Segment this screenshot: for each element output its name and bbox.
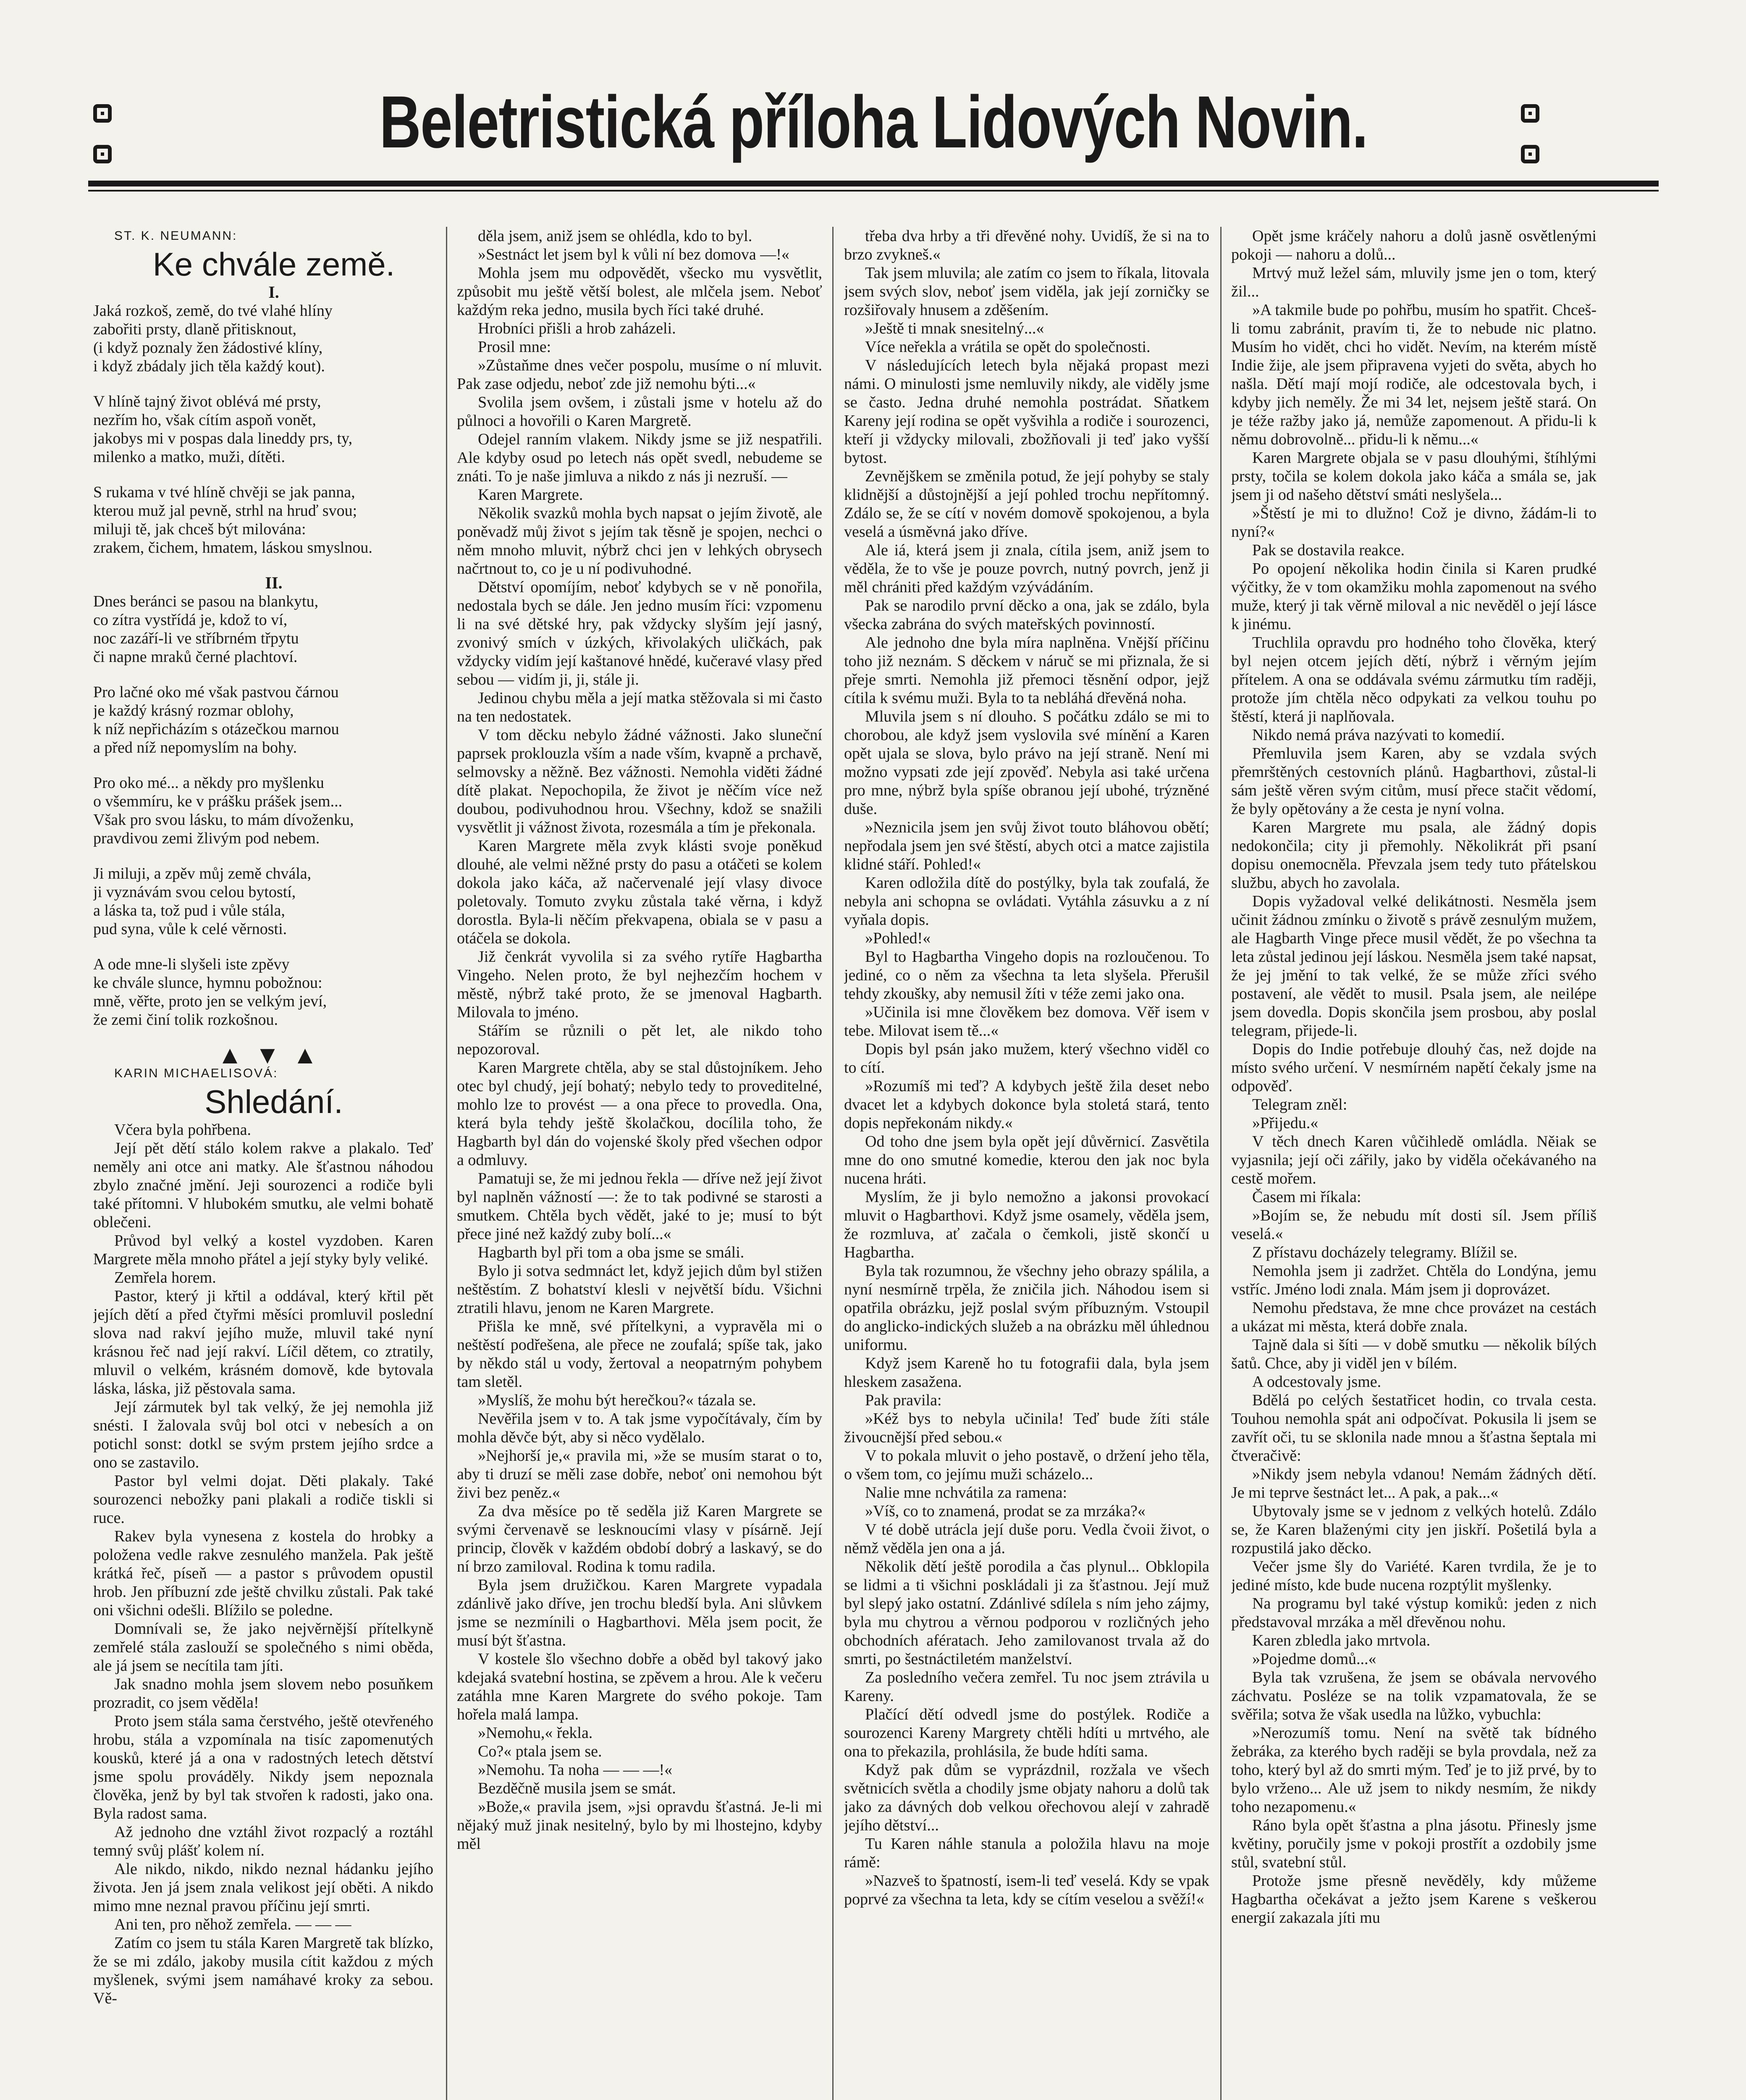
paragraph: Pak pravila: bbox=[865, 1391, 942, 1409]
paragraph: A odcestovaly jsme. bbox=[1252, 1373, 1382, 1391]
paragraph: V těch dnech Karen vůčihledě omládla. Něiak se vyjasnila; její oči zářily, jako by viděla očekávaného na cestě mořem. bbox=[1231, 1133, 1597, 1187]
paragraph: Pak se dostavila reakce. bbox=[1252, 541, 1405, 559]
paragraph: Včera byla pohřbena. bbox=[114, 1121, 252, 1139]
poem-line: i když zbádaly jich těla každý kout). bbox=[93, 357, 325, 375]
paragraph: Proto jsem stála sama čerstvého, ještě otevřeného hrobu, stála a vzpomínala na tisíc zapomenutých kousků, které já a ona v radostných letech dětství jsme spolu prováděly. Nikdy jsem nepoznala člověka, jenž by byl tak stvořen k radosti, jako ona. Byla radost sama. bbox=[93, 1712, 433, 1822]
paragraph: »Rozumíš mi teď? A kdybych ještě žila deset nebo dvacet let a kdybych dokonce byla stoletá stará, tento dopis nepřekonám nikdy.« bbox=[844, 1077, 1209, 1132]
paragraph: Na programu byl také výstup komiků: jeden z nich představoval mrzáka a měl dřevěnou nohu. bbox=[1231, 1595, 1597, 1631]
poem-line: miluji tě, jak chceš být milována: bbox=[93, 520, 306, 538]
paragraph: Jak snadno mohla jsem slovem nebo posuňkem prozradit, co jsem věděla! bbox=[93, 1675, 433, 1712]
poem-line: k níž nepřicházím s otázečkou marnou bbox=[93, 720, 339, 738]
paragraph: »Bože,« pravila jsem, »jsi opravdu šťastná. Je-li mi nějaký muž jinak nesitelný, bylo by mi lhostejno, kdyby měl bbox=[457, 1798, 822, 1853]
paragraph: Nalie mne nchvátila za ramena: bbox=[865, 1484, 1067, 1502]
paragraph: »Pohled!« bbox=[865, 929, 931, 947]
paragraph: Bdělá po celých šestatřicet hodin, co trvala cesta. Touhou nemohla spát ani odpočívat. Pokusila li jsem se zavřít oči, tu se sklonila nade mnou a šťastna šeptala mi čtveračivě: bbox=[1231, 1391, 1597, 1465]
poem-stanza bbox=[93, 392, 433, 466]
paragraph: Za posledního večera zemřel. Tu noc jsem ztrávila u Kareny. bbox=[844, 1669, 1209, 1705]
poem-author: ST. K. NEUMANN: bbox=[114, 229, 238, 243]
separator-ornament: ▲▼▲ bbox=[217, 1041, 330, 1069]
poem-stanza bbox=[93, 864, 433, 938]
story-text bbox=[844, 227, 1209, 1908]
paragraph: Svolila jsem ovšem, i zůstali jsme v hotelu až do půlnoci a hovořili o Karen Margretě. bbox=[457, 394, 822, 430]
paragraph: Opět jsme kráčely nahoru a dolů jasně osvětlenými pokoji — nahoru a dolů... bbox=[1231, 227, 1597, 263]
poem-line: zabořiti prsty, dlaně přitisknout, bbox=[93, 320, 297, 338]
poem-line: že zemi činí tolik rozkošnou. bbox=[93, 1011, 278, 1029]
column-divider bbox=[1220, 227, 1222, 2100]
paragraph: Hrobníci přišli a hrob zaházeli. bbox=[478, 320, 676, 337]
paragraph: Zemřela horem. bbox=[114, 1269, 216, 1286]
paragraph: Až jednoho dne vztáhl život rozpaclý a roztáhl temný svůj plášť kolem ní. bbox=[93, 1823, 433, 1859]
poem-line: a před níž nepomyslím na bohy. bbox=[93, 739, 297, 756]
paragraph: Když pak dům se vyprázdnil, rozžala ve všech světnicích světla a chodily jsme objaty nahoru a dolů tak jako za dávných dob velkou ořechovou alejí v zahradě jejího dětství... bbox=[844, 1761, 1209, 1834]
paragraph: Její zármutek byl tak velký, že jej nemohla již snésti. I žalovala svůj bol otci v nebesích a on potichl sonst: dotkl se svým prstem jejího srdce a ono se zastavilo. bbox=[93, 1398, 433, 1471]
paragraph: »A takmile bude po pohřbu, musím ho spatřit. Chceš-li tomu zabránit, pravím ti, že to nebude nic platno. Musím ho vidět, chci ho vidět. Nevím, na kterém místě Indie žije, ale jsem připravena vyjeti do světa, abych ho našla. Dětí mají mojí rodiče, ale odcestovala bych, i kdyby jich neměly. Že mi 34 let, nejsem ještě stará. On je téže ražby jako já, nemůže zapomenout. A přidu-li k němu dobrovolně... přidu-li k němu...« bbox=[1231, 301, 1597, 448]
paragraph: V to pokala mluvit o jeho postavě, o držení jeho těla, o všem tom, co jejímu muži scházelo... bbox=[844, 1447, 1209, 1483]
poem-line: o všemmíru, ke v prášku prášek jsem... bbox=[93, 793, 343, 810]
poem-line: Pro lačné oko mé však pastvou čárnou bbox=[93, 683, 339, 701]
paragraph: »Zůstaňme dnes večer pospolu, musíme o ní mluvit. Pak zase odjedu, neboť zde již nemohu býti...« bbox=[457, 357, 822, 393]
paragraph: Karen zbledla jako mrtvola. bbox=[1252, 1632, 1431, 1649]
paragraph: V následujících letech byla nějaká propast mezi námi. O minulosti jsme nemluvily nikdy, ale viděly jsme se často. Jedna druhé nemohla postrádat. Sňatkem Kareny její rodina se opět vyšvihla a rodiče i sourozenci, kteří ji vždycky milovali, zbožňovali ji teď jako vyšší bytost. bbox=[844, 357, 1209, 467]
poem-stanza bbox=[93, 302, 433, 375]
paragraph: »Bojím se, že nebudu mít dosti síl. Jsem příliš veselá.« bbox=[1231, 1207, 1597, 1243]
paragraph: Tajně dala si šíti — v době smutku — několik bílých šatů. Chce, aby ji viděl jen v bílém. bbox=[1231, 1336, 1597, 1372]
paragraph: Ubytovaly jsme se v jednom z velkých hotelů. Zdálo se, že Karen blaženými city jen jiskří. Pošetilá byla a rozpustilá jako děcko. bbox=[1231, 1502, 1597, 1557]
poem-line: je každý krásný rozmar oblohy, bbox=[93, 702, 294, 719]
poem-stanza bbox=[93, 774, 433, 848]
paragraph: »Nemohu,« řekla. bbox=[478, 1724, 593, 1742]
paragraph: Přišla ke mně, své přítelkyni, a vypravěla mi o neštěstí podřešena, ale přece ne zoufalá; spíše tak, jako by někdo stál u vody, žertoval a neopatrným pohybem tam sletěl. bbox=[457, 1318, 822, 1391]
paragraph: Bylo ji sotva sedmnáct let, když jejich dům byl stižen neštěstím. Z bohatství klesli v největší bídu. Všichni ztratili hlavu, jenom ne Karen Margrete. bbox=[457, 1262, 822, 1317]
story-author: KARIN MICHAELISOVÁ: bbox=[114, 1066, 278, 1080]
paragraph: Plačící dětí odvedl jsme do postýlek. Rodiče a sourozenci Kareny Margrety chtěli hdíti u mrtvého, ale ona to překazila, prohlásila, že bude hdíti sama. bbox=[844, 1706, 1209, 1760]
poem-line: A ode mne-li slyšeli iste zpěvy bbox=[93, 956, 290, 973]
paragraph: Již čenkrát vyvolila si za svého rytíře Hagbartha Vingeho. Nelen proto, že byl nejhezčím hochem v městě, nýbrž také proto, že se jmenoval Hagbarth. Milovala to jméno. bbox=[457, 948, 822, 1021]
paragraph: Po opojení několika hodin činila si Karen prudké výčitky, že v tom okamžiku mohla zapomenout na svého muže, který ji tak věrně miloval a nic nevěděl o její lásce k jinému. bbox=[1231, 560, 1597, 633]
paragraph: »Nemohu. Ta noha — — —!« bbox=[478, 1761, 673, 1779]
poem-stanza bbox=[93, 683, 433, 757]
paragraph: Zatím co jsem tu stála Karen Margretě tak blízko, že se mi zdálo, jakoby musila cítit každou z mých myšlenek, svými jsem namáhavé kroky za sebou. Vě- bbox=[93, 1934, 433, 2007]
poem-line: V hlíně tajný život oblévá mé prsty, bbox=[93, 393, 321, 410]
paragraph: Více neřekla a vrátila se opět do společnosti. bbox=[865, 338, 1151, 356]
paragraph: Několik dětí ještě porodila a čas plynul... Obklopila se lidmi a ti všichni poskládali ji za šťastnou. Její muž byl slepý jako ostatní. Zdánlivé sdílela s ním jeho zájmy, byla mu chytrou a věrnou podporou v rozličných jeho obchodních afératach. Jeho zamilovanost trvala až do smrti, po šestnáctiletém manželství. bbox=[844, 1558, 1209, 1668]
poem-line: ji vyznávám svou celou bytostí, bbox=[93, 883, 296, 901]
paragraph: Dětství opomíjím, neboť kdybych se v ně ponořila, nedostala bych se dále. Jen jedno musím říci: vzpomenu li na své dětské hry, pak vždycky slyším její jasný, zvonivý smích v úzkých, křivolakých uličkách, pak vždycky vidím její kaštanové hnědé, kučeravé vlasy před sebou — vidím ji, ji, stále ji. bbox=[457, 578, 822, 688]
paragraph: Hagbarth byl při tom a oba jsme se smáli. bbox=[478, 1244, 745, 1261]
poem-line: noc zazáří-li ve stříbrném třpytu bbox=[93, 630, 299, 647]
poem-part-1 bbox=[93, 302, 433, 557]
poem-stanza bbox=[93, 592, 433, 666]
paragraph: »Sestnáct let jsem byl k vůli ní bez domova —!« bbox=[478, 246, 789, 263]
paragraph: Byl to Hagbartha Vingeho dopis na rozloučenou. To jediné, co o něm za všechna ta leta slyšela. Přerušil tehdy zkoušky, aby nemusil žíti v téže zemi jako ona. bbox=[844, 948, 1209, 1003]
paragraph: Karen Margrete. bbox=[478, 486, 583, 504]
column-divider bbox=[446, 227, 447, 2100]
paragraph: V té době utrácla její duše poru. Vedla čvoii život, o němž věděla jen ona a já. bbox=[844, 1521, 1209, 1557]
paragraph: třeba dva hrby a tři dřevěné nohy. Uvidíš, že si na to brzo zvykneš.« bbox=[844, 227, 1209, 263]
poem-line: či napne mraků černé plachtoví. bbox=[93, 648, 298, 666]
poem-line: zrakem, čichem, hmatem, láskou smyslnou. bbox=[93, 539, 372, 556]
poem-line: kterou muž jal pevně, strhl na hruď svou; bbox=[93, 502, 357, 520]
paragraph: V tom děcku nebylo žádné vážnosti. Jako sluneční paprsek proklouzla vším a nade vším, kvapně a prchavě, selmovsky a něžně. Bez vážnosti. Nemohla viděti žádné dítě plakat. Nepochopila, že život je něčím více než doubou, podivuhodnou hrou. Všechny, kdož se snažili vysvětlit ji vážnost života, rozesmála a tím je překonala. bbox=[457, 726, 822, 836]
paragraph: Karen Margrete objala se v pasu dlouhými, štíhlými prsty, točila se kolem dokola jako káča a smála se, jak jsem ji od našeho dětství smáti neslyšela... bbox=[1231, 449, 1597, 504]
paragraph: Byla jsem družičkou. Karen Margrete vypadala zdánlivě jako dříve, jen trochu bledší byla. Ani slůvkem jsme se nezmínili o Hagbarthovi. Měla jsem pocit, že musí být šťastna. bbox=[457, 1576, 822, 1649]
section-number: II. bbox=[265, 573, 283, 592]
paragraph: Nemohu představa, že mne chce provázet na cestách a ukázat mi města, která dobře znala. bbox=[1231, 1299, 1597, 1335]
paragraph: Byla tak vzrušena, že jsem se obávala nervového záchvatu. Posléze se na tolik vzpamatovala, že se svěřila; sotva že však usedla na lůžko, vybuchla: bbox=[1231, 1669, 1597, 1723]
paragraph: Časem mi říkala: bbox=[1252, 1188, 1361, 1206]
masthead-rule bbox=[88, 181, 1659, 186]
poem-line: jakobys mi v pospas dala lineddy prs, ty, bbox=[93, 430, 353, 447]
poem-line: Dnes beránci se pasou na blankytu, bbox=[93, 593, 319, 610]
poem-stanza bbox=[93, 955, 433, 1029]
paragraph: »Nazveš to špatností, isem-li teď veselá. Kdy se vpak poprvé za všechna ta leta, kdy se cítím veselou a svěží!« bbox=[844, 1872, 1209, 1908]
poem-stanza bbox=[93, 483, 433, 557]
column-3 bbox=[844, 227, 1209, 2100]
paragraph: »Nerozumíš tomu. Není na světě tak bídného žebráka, za kterého bych raději se byla provdala, než za toho, který byl až do smrti mým. Teď je to již prvé, by to bylo vrženo... Ale už jsem to nikdy nesmím, že nikdy toho nezapomenu.« bbox=[1231, 1724, 1597, 1816]
poem-line: ke chvále slunce, hymnu pobožnou: bbox=[93, 974, 322, 992]
paragraph: Ale iá, která jsem ji znala, cítila jsem, aniž jsem to věděla, že to vše je pouze povrch, nutný povrch, jenž ji měl chrániti před každým vzývádáním. bbox=[844, 541, 1209, 596]
paragraph: »Pojedme domů...« bbox=[1252, 1650, 1376, 1668]
paragraph: Pamatuji se, že mi jednou řekla — dříve než její život byl naplněn vážností —: že to tak podivné se starosti a smutkem. Chtěla bych vědět, jaké to je; musí to být přece jiné než každý zuby bolí...« bbox=[457, 1170, 822, 1243]
paragraph: Stářím se různili o pět let, ale nikdo toho nepozoroval. bbox=[457, 1022, 822, 1058]
poem-title: Ke chvále země. bbox=[152, 246, 395, 283]
newspaper-title: Beletristická příloha Lidových Novin. bbox=[379, 81, 1368, 163]
paragraph: »Přijedu.« bbox=[1252, 1114, 1319, 1132]
paragraph: Byla tak rozumnou, že všechny jeho obrazy spálila, a nyní nesmírně trpěla, že zničila jich. Náhodou isem si opatřila obrázku, jejž poslal svým příbuzným. Vstoupil do anglicko-indických služeb a na obrázku měl úhlednou uniformu. bbox=[844, 1262, 1209, 1354]
paragraph: Dopis byl psán jako mužem, který všechno viděl co to cítí. bbox=[844, 1040, 1209, 1076]
paragraph: Myslím, že ji bylo nemožno a jakonsi provokací mluvit o Hagbarthovi. Když jsme osamely, věděla jsem, že rozmluva, ať začala o čemkoli, jistě skončí u Hagbartha. bbox=[844, 1188, 1209, 1261]
paragraph: Tu Karen náhle stanula a položila hlavu na moje rámě: bbox=[844, 1835, 1209, 1871]
paragraph: Co?« ptala jsem se. bbox=[478, 1743, 602, 1760]
masthead-rule-thin bbox=[88, 190, 1659, 192]
paragraph: Zevnějškem se změnila potud, že její pohyby se staly klidnější a důstojnější a její pohled trochu nepřítomný. Zdálo se, že se cítí v novém domově spokojenou, a byla veselá a úsměvná jako dříve. bbox=[844, 467, 1209, 541]
paragraph: »Víš, co to znamená, prodat se za mrzáka?« bbox=[865, 1502, 1146, 1520]
paragraph: Nevěřila jsem v to. A tak jsme vypočítávaly, čím by mohla děvče být, aby si něco vydělalo. bbox=[457, 1410, 822, 1446]
poem-line: Ji miluji, a zpěv můj země chvála, bbox=[93, 865, 312, 882]
paragraph: Pastor, který ji křtil a oddával, který křtil pět jejích dětí a před čtyřmi měsíci promluvil poslední slova nad rakví jejího muže, mluvil také nyní krásnou řeč nad její rakví. Líčil dětem, co ztratily, mluvil o velkém, krásném domově, kde bytovala láska, láska, již pěstovala sama. bbox=[93, 1287, 433, 1397]
section-number: I. bbox=[268, 283, 279, 302]
paragraph: Ráno byla opět šťastna a plna jásotu. Přinesly jsme květiny, poručily jsme v pokoji prostřít a ozdobily jsme stůl, svatební stůl. bbox=[1231, 1816, 1597, 1871]
paragraph: Několik svazků mohla bych napsat o jejím životě, ale poněvadž můj život s jejím tak těsně je spojen, nechci o něm mnoho mluvit, nýbrž chci jen v lehkých obrysech načrtnout to, co je u ní podivuhodné. bbox=[457, 504, 822, 578]
paragraph: Ale jednoho dne byla míra naplněna. Vnější příčinu toho již neznám. S děckem v náruč se mi přiznala, že si přeje smrti. Nemohla již přemoci těsnění odpor, jejž cítila k svému muži. Byla to ta nebláhá dřevěná noha. bbox=[844, 634, 1209, 707]
paragraph: Ani ten, pro něhož zemřela. — — — bbox=[114, 1916, 351, 1933]
poem-line: nezřím ho, však cítím aspoň vonět, bbox=[93, 411, 316, 429]
poem-line: Pro oko mé... a někdy pro myšlenku bbox=[93, 774, 324, 792]
paragraph: Rakev byla vynesena z kostela do hrobky a položena vedle rakve zesnulého manžela. Pak ještě krátká řeč, píseň — a pastor s průvodem opustil hrob. Jen příbuzní zde ještě chvilku zůstali. Pak také oni všichni odešli. Blížilo se poledne. bbox=[93, 1528, 433, 1619]
masthead bbox=[88, 80, 1659, 189]
paragraph: Protože jsme přesně nevěděly, kdy můžeme Hagbartha očekávat a ježto jsem Karene s veškerou energií zakazala jíti mu bbox=[1231, 1872, 1597, 1927]
paragraph: Telegram zněl: bbox=[1252, 1096, 1348, 1113]
poem-line: mně, věřte, proto jen se velkým jeví, bbox=[93, 992, 327, 1010]
paragraph: Karen odložila dítě do postýlky, byla tak zoufalá, že nebyla ani schopna se ovládati. Vytáhla zásuvku a z ní vyňala dopis. bbox=[844, 874, 1209, 929]
paragraph: »Neznicila jsem jen svůj život touto bláhovou obětí; nepřodala jsem jen své štěstí, abych otci a matce zajistila klidné stáří. Pohled!« bbox=[844, 819, 1209, 873]
paragraph: »Myslíš, že mohu být herečkou?« tázala se. bbox=[478, 1391, 756, 1409]
paragraph: »Ještě ti mnak snesitelný...« bbox=[865, 320, 1044, 337]
poem-part-2 bbox=[93, 592, 433, 1029]
paragraph: Prosil mne: bbox=[478, 338, 551, 356]
paragraph: Dopis vyžadoval velké delikátnosti. Nesměla jsem učinit žádnou zmínku o životě s právě zesnulým mužem, ale Hagbarth Vinge přece musil vědět, že po všechna ta leta zůstal jedinou její láskou. Nesměla jsem také napsat, že jej jmění to tak velké, že se může zříci svého postavení, ale vědět to musil. Psala jsem, ale neilépe jsem dovedla. Dopis skončila jsem prosbou, aby poslal telegram, přijede-li. bbox=[1231, 892, 1597, 1040]
column-2 bbox=[457, 227, 822, 2100]
poem-line: co zítra vystřídá je, kdož to ví, bbox=[93, 611, 288, 629]
paragraph: »Učinila isi mne člověkem bez domova. Věř isem v tebe. Milovat isem tě...« bbox=[844, 1003, 1209, 1040]
paragraph: »Nejhorší je,« pravila mi, »že se musím starat o to, aby ti druzí se měli zase dobře, neboť oni nemohou být živi bez peněz.« bbox=[457, 1447, 822, 1502]
paragraph: V kostele šlo všechno dobře a oběd byl takový jako kdejaká svatební hostina, se zpěvem a hrou. Ale k večeru zatáhla mne Karen Margrete do svého pokoje. Tam hořela malá lampa. bbox=[457, 1650, 822, 1723]
story-text bbox=[457, 227, 822, 1853]
poem-line: pravdivou zemi žlivým pod nebem. bbox=[93, 830, 320, 847]
paragraph: Večer jsme šly do Variété. Karen tvrdila, že je to jediné místo, kde bude nucena rozptýlit myšlenky. bbox=[1231, 1558, 1597, 1594]
poem-line: milenko a matko, muži, dítěti. bbox=[93, 448, 285, 466]
paragraph: Mluvila jsem s ní dlouho. S počátku zdálo se mi to chorobou, ale když jsem vyslovila své mínění a Karen opět ujala se slova, bylo právo na její straně. Není mi možno vypsati zde její zpověď. Nebyla asi také určena pro mne, nýbrž byla spíše obranou její ubohé, trýzněné duše. bbox=[844, 708, 1209, 818]
story-title: Shledání. bbox=[204, 1083, 343, 1120]
story-text bbox=[93, 1121, 433, 2008]
paragraph: Jedinou chybu měla a její matka stěžovala si mi často na ten nedostatek. bbox=[457, 689, 822, 725]
paragraph: Nikdo nemá práva nazývati to komedií. bbox=[1252, 726, 1505, 744]
paragraph: Odejel ranním vlakem. Nikdy jsme se již nespatřili. Ale kdyby osud po letech nás opět svedl, nebudeme se znáti. To je naše jimluva a nikdo z nás ji nezruší. — bbox=[457, 430, 822, 485]
paragraph: Z přístavu docházely telegramy. Blížil se. bbox=[1252, 1244, 1518, 1261]
paragraph: Průvod byl velký a kostel vyzdoben. Karen Margrete měla mnoho přátel a její styky byly veliké. bbox=[93, 1232, 433, 1268]
paragraph: Pak se narodilo první děcko a ona, jak se zdálo, byla všecka zabrána do svých mateřských povinností. bbox=[844, 597, 1209, 633]
column-1 bbox=[93, 227, 433, 2100]
paragraph: Když jsem Kareně ho tu fotografii dala, byla jsem hleskem zasažena. bbox=[844, 1354, 1209, 1391]
paragraph: Pastor byl velmi dojat. Děti plakaly. Také sourozenci nebožky pani plakali a rodiče tiskli si ruce. bbox=[93, 1472, 433, 1527]
poem-line: Jaká rozkoš, země, do tvé vlahé hlíny bbox=[93, 302, 333, 320]
paragraph: Domnívali se, že jako nejvěrnější přítelkyně zemřelé stála zaslouží se společného s nimi oběda, ale já jsem se necítila tam jíti. bbox=[93, 1620, 433, 1675]
paragraph: Dopis do Indie potřebuje dlouhý čas, než dojde na místo svého určení. V nesmírném napětí čekaly jsme na odpověď. bbox=[1231, 1040, 1597, 1095]
paragraph: Mohla jsem mu odpovědět, všecko mu vysvětlit, způsobit mu ještě větší bolest, ale mlčela jsem. Neboť každým reka jedno, musila bych říci také druhé. bbox=[457, 264, 822, 319]
paragraph: Bezděčně musila jsem se smát. bbox=[478, 1780, 676, 1797]
paragraph: Karen Margrete mu psala, ale žádný dopis nedokončila; city ji přemohly. Několikrát při psaní dopisu onemocněla. Převzala jsem tedy tuto přátelskou službu, abych ho zavolala. bbox=[1231, 819, 1597, 892]
paragraph: Její pět dětí stálo kolem rakve a plakalo. Teď neměly ani otce ani matky. Ale šťastnou náhodou zbylo značné jmění. Jeji sourozenci a rodiče byli také přítomni. V hlubokém smutku, ale velmi bohatě oblečeni. bbox=[93, 1139, 433, 1231]
poem-line: (i když poznaly žen žádostivé klíny, bbox=[93, 339, 323, 357]
paragraph: Od toho dne jsem byla opět její důvěrnicí. Zasvětila mne do ono smutné komedie, kterou den jak noc byla nucena hráti. bbox=[844, 1133, 1209, 1187]
paragraph: Za dva měsíce po tě seděla již Karen Margrete se svými červenavě se lesknoucími vlasy v písárně. Její princip, člověk v každém období dobrý a laskavý, se do ní brzo zamiloval. Rodina k tomu radila. bbox=[457, 1502, 822, 1575]
paragraph: Nemohla jsem ji zadržet. Chtěla do Londýna, jemu vstříc. Jméno lodi znala. Mám jsem ji doprovázet. bbox=[1231, 1262, 1597, 1298]
column-4 bbox=[1231, 227, 1597, 2100]
paragraph: »Nikdy jsem nebyla vdanou! Nemám žádných dětí. Je mi teprve šestnáct let... A pak, a pak...« bbox=[1231, 1465, 1597, 1502]
poem-line: S rukama v tvé hlíně chvěji se jak panna, bbox=[93, 483, 355, 501]
poem-line: Však pro svou lásku, to mám dívoženku, bbox=[93, 811, 354, 829]
story-text bbox=[1231, 227, 1597, 1927]
paragraph: Truchlila opravdu pro hodného toho člověka, který byl nejen otcem jejích dětí, nýbrž i věrným jejím přítelem. A ona se oddávala svému zármutku tím raději, protože jím chtěla něco odpykati za velkou touhu po štěstí, která ji naplňovala. bbox=[1231, 634, 1597, 725]
paragraph: Tak jsem mluvila; ale zatím co jsem to říkala, litovala jsem svých slov, neboť jsem viděla, jak její zorničky se rozšiřovaly hnusem a zděšením. bbox=[844, 264, 1209, 319]
paragraph: Karen Margrete chtěla, aby se stal důstojníkem. Jeho otec byl chudý, její bohatý; nebylo tedy to proveditelné, mohlo lze to provést — a ona přece to provedla. Ona, která byla tehdy ještě školačkou, docílila toho, že Hagbarth byl dán do vojenské školy před všechen odpor a odmluvy. bbox=[457, 1059, 822, 1169]
paragraph: »Kéž bys to nebyla učinila! Teď bude žíti stále živoucnější před sebou.« bbox=[844, 1410, 1209, 1446]
poem-line: pud syna, vůle k celé věrnosti. bbox=[93, 920, 287, 938]
column-divider bbox=[832, 227, 834, 2100]
paragraph: děla jsem, aniž jsem se ohlédla, kdo to byl. bbox=[478, 227, 752, 245]
poem-line: a láska ta, tož pud i vůle stála, bbox=[93, 902, 285, 919]
paragraph: Přemluvila jsem Karen, aby se vzdala svých přemrštěných cestovních plánů. Hagbarthovi, zůstal-li sám ještě věren svým citům, musí přece stačit vědomí, že byly opětovány a že cesta je nyní volna. bbox=[1231, 745, 1597, 818]
paragraph: »Štěstí je mi to dlužno! Což je divno, žádám-li to nyní?« bbox=[1231, 504, 1597, 541]
paragraph: Mrtvý muž ležel sám, mluvily jsme jen o tom, který žil... bbox=[1231, 264, 1597, 300]
paragraph: Ale nikdo, nikdo, nikdo neznal hádanku jejího života. Jen já jsem znala velikost její oběti. A nikdo mimo mne neznal pravou příčinu její smrti. bbox=[93, 1860, 433, 1915]
paragraph: Karen Margrete měla zvyk klásti svoje poněkud dlouhé, ale velmi něžné prsty do pasu a otáčeti se kolem dokola jako káča, až načervenalé její vlasy divoce poletovaly. Tomuto zvyku zůstala také věrna, i když dorostla. Byla-li něčím překvapena, obiala se v pasu a otáčela se dokola. bbox=[457, 837, 822, 947]
